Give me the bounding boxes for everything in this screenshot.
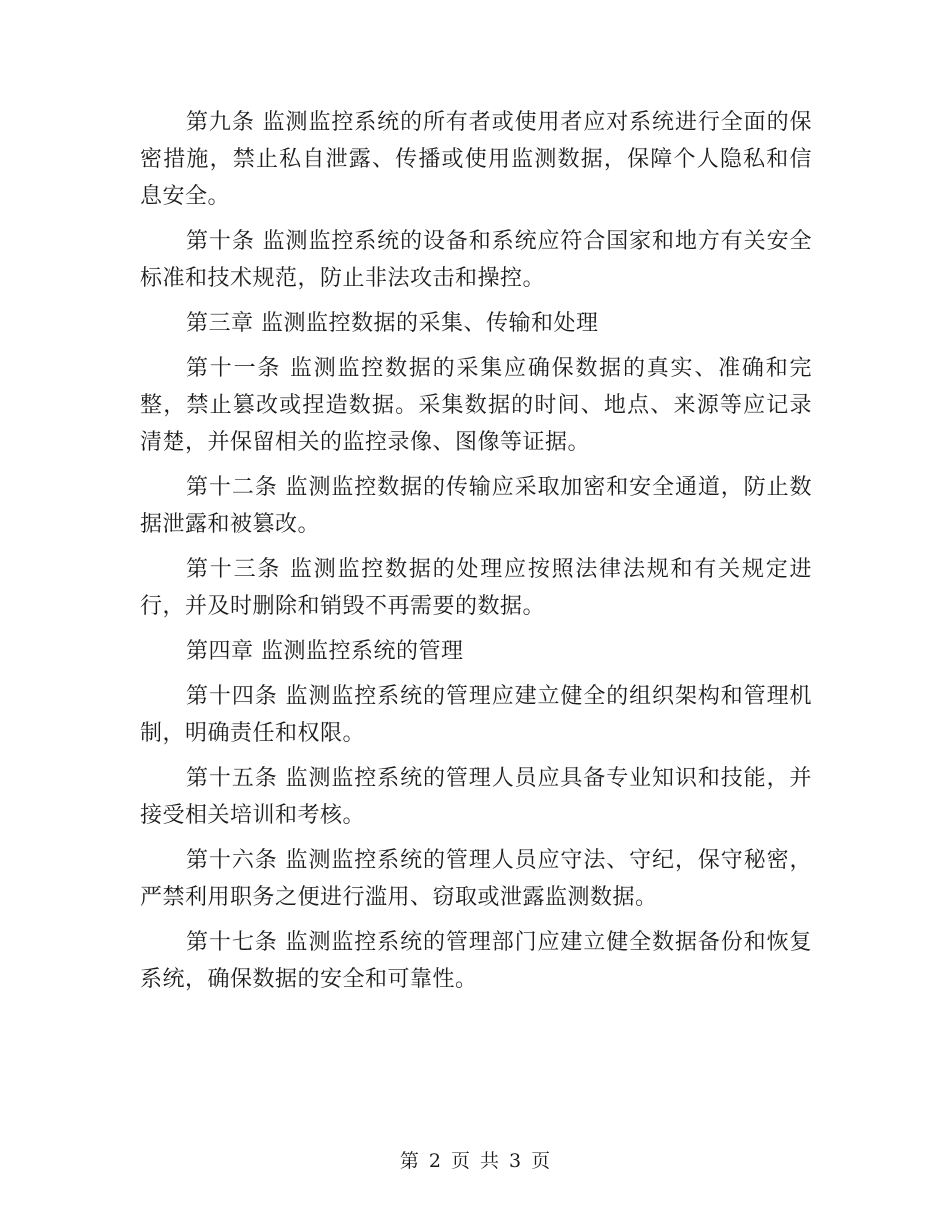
article-13-paragraph: 第十三条 监测监控数据的处理应按照法律法规和有关规定进行，并及时删除和销毁不再需要的数据。 [140,557,812,619]
page-number-footer: 第 2 页 共 3 页 [399,1150,551,1172]
article-17-paragraph: 第十七条 监测监控系统的管理部门应建立健全数据备份和恢复系统，确保数据的安全和可靠性。 [140,930,812,992]
article-15-paragraph: 第十五条 监测监控系统的管理人员应具备专业知识和技能，并接受相关培训和考核。 [140,766,812,828]
article-16-paragraph: 第十六条 监测监控系统的管理人员应守法、守纪，保守秘密，严禁利用职务之便进行滥用、窃取或泄露监测数据。 [140,848,812,910]
chapter-4-heading: 第四章 监测监控系统的管理 [186,639,464,664]
chapter-3-heading: 第三章 监测监控数据的采集、传输和处理 [186,311,599,336]
article-12-paragraph: 第十二条 监测监控数据的传输应采取加密和安全通道，防止数据泄露和被篡改。 [140,475,812,537]
document-body [140,104,812,1006]
article-10-paragraph: 第十条 监测监控系统的设备和系统应符合国家和地方有关安全标准和技术规范，防止非法攻击和操控。 [140,229,812,291]
article-14-paragraph: 第十四条 监测监控系统的管理应建立健全的组织架构和管理机制，明确责任和权限。 [140,684,812,746]
article-11-paragraph: 第十一条 监测监控数据的采集应确保数据的真实、准确和完整，禁止篡改或捏造数据。采集数据的时间、地点、来源等应记录清楚，并保留相关的监控录像、图像等证据。 [140,356,812,455]
article-9-paragraph: 第九条 监测监控系统的所有者或使用者应对系统进行全面的保密措施，禁止私自泄露、传播或使用监测数据，保障个人隐私和信息安全。 [140,110,812,209]
